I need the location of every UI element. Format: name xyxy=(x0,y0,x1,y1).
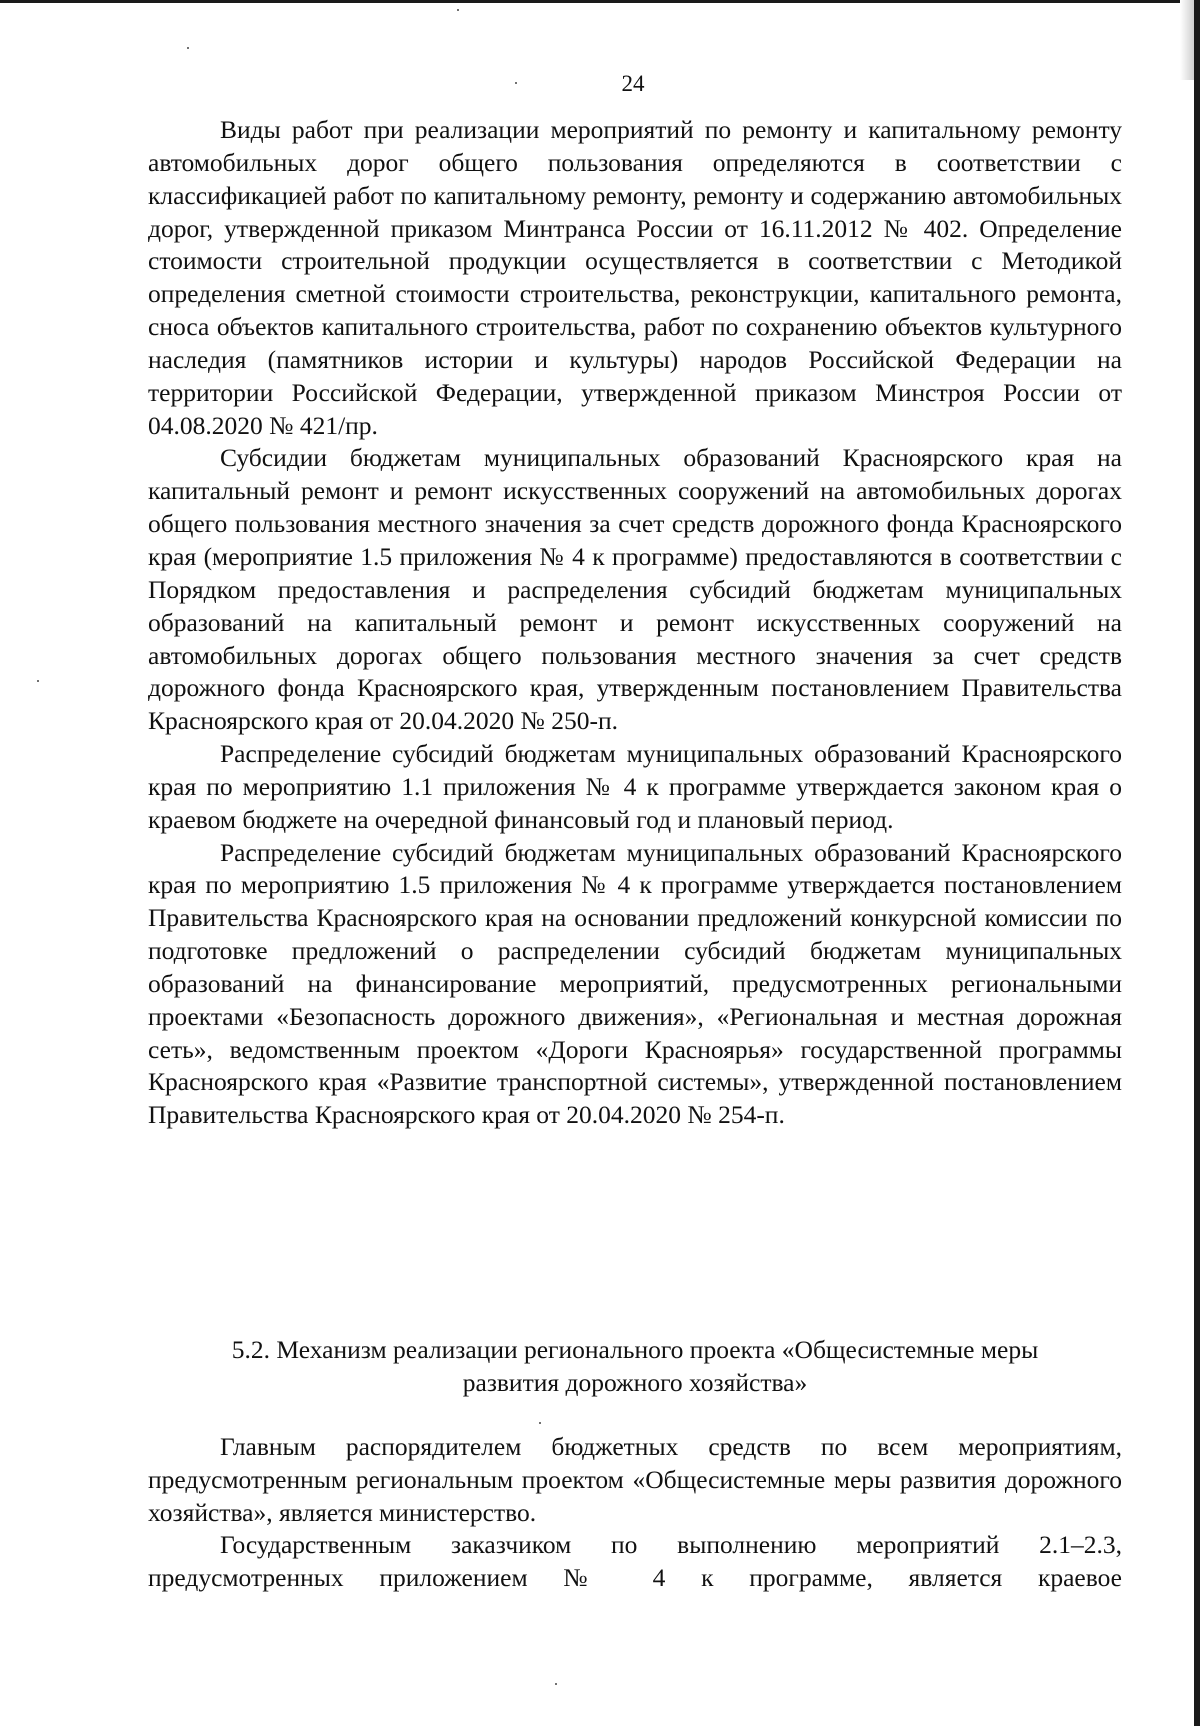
scan-speck xyxy=(37,680,39,682)
section-heading-line-2: развития дорожного хозяйства» xyxy=(462,1368,808,1397)
scan-border-top xyxy=(0,0,1200,3)
section-body xyxy=(148,1431,1122,1595)
paragraph-main-administrator: Главным распорядителем бюджетных средств по всем мероприятиям, предусмотренным региональным проектом «Общесистемные меры развития дорожного хозяйства», является министерство. xyxy=(148,1432,1122,1527)
scan-border-right xyxy=(1194,0,1200,1726)
scan-speck xyxy=(555,1683,557,1685)
paragraph-state-customer: Государственным заказчиком по выполнению мероприятий 2.1–2.3, предусмотренных приложением № 4 к программе, является краевое xyxy=(148,1530,1122,1593)
paragraph-subsidies: Субсидии бюджетам муниципальных образований Красноярского края на капитальный ремонт и ремонт искусственных сооружений на автомобильных дорогах общего пользования местного значения за счет средств дорожного фонда Красноярского края (мероприятие 1.5 приложения № 4 к программе) предоставляются в соответствии с Порядком предоставления и распределения субсидий бюджетам муниципальных образований на капитальный ремонт и ремонт искусственных сооружений на автомобильных дорогах общего пользования местного значения за счет средств дорожного фонда Красноярского края, утвержденным постановлением Правительства Красноярского края от 20.04.2020 № 250-п. xyxy=(148,443,1122,736)
paragraph-distribution-1-5: Распределение субсидий бюджетам муниципальных образований Красноярского края по мероприятию 1.5 приложения № 4 к программе утверждается постановлением Правительства Красноярского края на основании предложений конкурсной комиссии по подготовке предложений о распределении субсидий бюджетам муниципальных образований на финансирование мероприятий, предусмотренных региональными проектами «Безопасность дорожного движения», «Региональная и местная дорожная сеть», ведомственным проектом «Дороги Красноярья» государственной программы Красноярского края «Развитие транспортной системы», утвержденной постановлением Правительства Красноярского края от 20.04.2020 № 254-п. xyxy=(148,837,1122,1130)
section-heading xyxy=(148,1333,1122,1399)
scan-speck xyxy=(539,1422,541,1424)
document-body xyxy=(148,114,1122,1132)
paragraph-distribution-1-1: Распределение субсидий бюджетам муниципальных образований Красноярского края по мероприятию 1.1 приложения № 4 к программе утверждается законом края о краевом бюджете на очередной финансовый год и плановый период. xyxy=(148,739,1122,834)
page-number: 24 xyxy=(621,71,645,96)
section-heading-line-1: 5.2. Механизм реализации регионального проекта «Общесистемные меры xyxy=(231,1335,1039,1364)
scan-speck xyxy=(457,9,459,11)
scan-speck xyxy=(187,47,189,49)
scan-shadow-right xyxy=(1180,0,1194,80)
paragraph-work-types: Виды работ при реализации мероприятий по ремонту и капитальному ремонту автомобильных дорог общего пользования определяются в соответствии с классификацией работ по капитальному ремонту, ремонту и содержанию автомобильных дорог, утвержденной приказом Минтранса России от 16.11.2012 № 402. Определение стоимости строительной продукции осуществляется в соответствии с Методикой определения сметной стоимости строительства, реконструкции, капитального ремонта, сноса объектов капитального строительства, работ по сохранению объектов культурного наследия (памятников истории и культуры) народов Российской Федерации на территории Российской Федерации, утвержденной приказом Минстроя России от 04.08.2020 № 421/пр. xyxy=(148,115,1122,440)
